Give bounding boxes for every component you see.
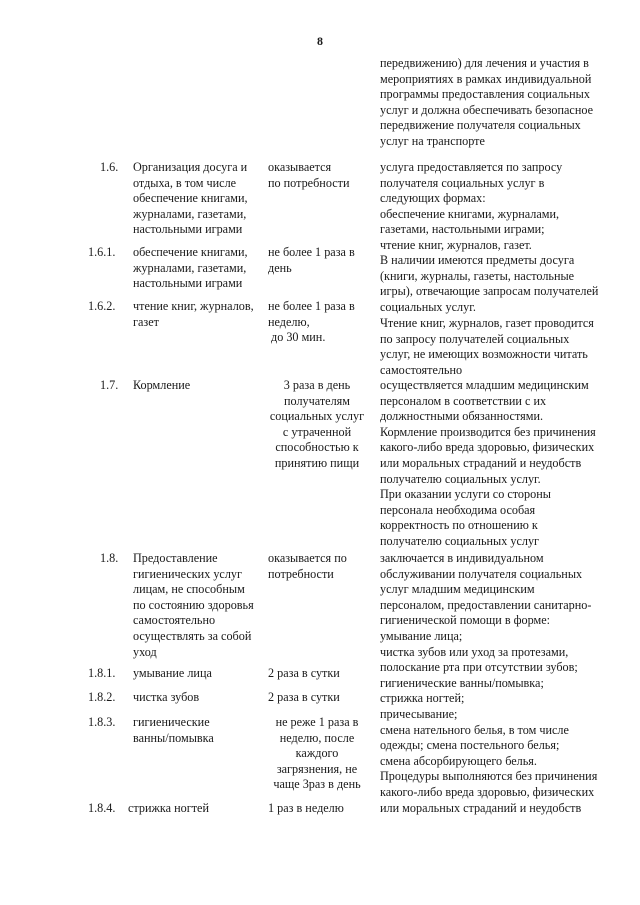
text-line: мероприятиях в рамках индивидуальной [380, 71, 592, 86]
row-number: 1.8.1. [88, 666, 116, 680]
service-name: Предоставление гигиенических услуг лицам, не способным по состоянию здоровья самостоятельно осуществлять за собой уход [133, 551, 254, 659]
service-volume: не более 1 раза в день [268, 245, 355, 275]
row-number: 1.7. [100, 378, 119, 392]
service-volume: 1 раз в неделю [268, 801, 344, 815]
service-volume: оказывается по потребности [268, 160, 350, 190]
row-number: 1.6.2. [88, 299, 116, 313]
service-name: Организация досуга и отдыха, в том числе обеспечение книгами, журналами, газетами, настольными играми [133, 160, 248, 237]
text-line: передвижение получателя социальных [380, 118, 581, 133]
service-volume: оказывается по потребности [268, 551, 347, 581]
service-description: услуга предоставляется по запросу получателя социальных услуг в следующих формах: обеспечение книгами, журналами, газетами, настольными играми; чтение книг, журналов, газет. [380, 160, 563, 252]
service-name: умывание лица [133, 666, 212, 680]
service-volume: 2 раза в сутки [268, 666, 340, 680]
row-number: 1.6.1. [88, 245, 116, 259]
service-description: заключается в индивидуальном обслуживании получателя социальных услуг младшим медицинским персоналом, предоставлении санитарно- гигиенической помощи в форме: умывание лица; чистка зубов или уход за протезами, полоскание рта при отсутствии зубов; гигиенические ванны/помывка; стрижка ногтей; причесывание; смена нательного белья, в том числе одежды; смена постельного белья; смена абсорбирующего белья. Процедуры выполняются без причинения какого-либо вреда здоровью, физических или моральных страданий и неудобств [380, 551, 598, 815]
row-number: 1.8. [100, 551, 119, 565]
service-name: гигиенические ванны/помывка [133, 715, 214, 745]
row-number: 1.8.2. [88, 690, 116, 704]
service-description: Чтение книг, журналов, газет проводится по запросу получателей социальных услуг, не имеющих возможности читать самостоятельно [380, 316, 594, 377]
service-volume: 2 раза в сутки [268, 690, 340, 704]
service-name: чтение книг, журналов, газет [133, 299, 254, 329]
description-continuation [380, 56, 593, 150]
text-line: услуг и должна обеспечивать безопасное [380, 102, 594, 117]
service-name: обеспечение книгами, журналами, газетами, настольными играми [133, 245, 248, 291]
row-number: 1.6. [100, 160, 119, 174]
service-description: В наличии имеются предметы досуга (книги, журналы, газеты, настольные игры), отвечающие запросам получателей социальных услуг. [380, 253, 599, 314]
service-volume: не реже 1 раза в неделю, после каждого загрязнения, не чаще 3раз в день [273, 715, 361, 792]
service-name: чистка зубов [133, 690, 200, 704]
text-line: программы предоставления социальных [380, 87, 590, 102]
service-volume: не более 1 раза в неделю, до 30 мин. [268, 299, 355, 345]
row-number: 1.8.4. [88, 801, 116, 815]
page-number: 8 [317, 34, 323, 48]
service-description: осуществляется младшим медицинским персоналом в соответствии с их должностными обязанностями. Кормление производится без причинения какого-либо вреда здоровью, физических или моральных страданий и неудобств получателю социальных услуг. При оказании услуги со стороны персонала необходима особая корректность по отношению к получателю социальных услуг [380, 378, 596, 548]
row-number: 1.8.3. [88, 715, 116, 729]
text-line: услуг на транспорте [380, 133, 485, 148]
service-volume: 3 раза в день получателям социальных услуг с утраченной способностью к принятию пищи [269, 378, 365, 470]
service-name: Кормление [133, 378, 191, 392]
service-name: стрижка ногтей [128, 801, 209, 815]
text-line: передвижению) для лечения и участия в [380, 56, 589, 70]
